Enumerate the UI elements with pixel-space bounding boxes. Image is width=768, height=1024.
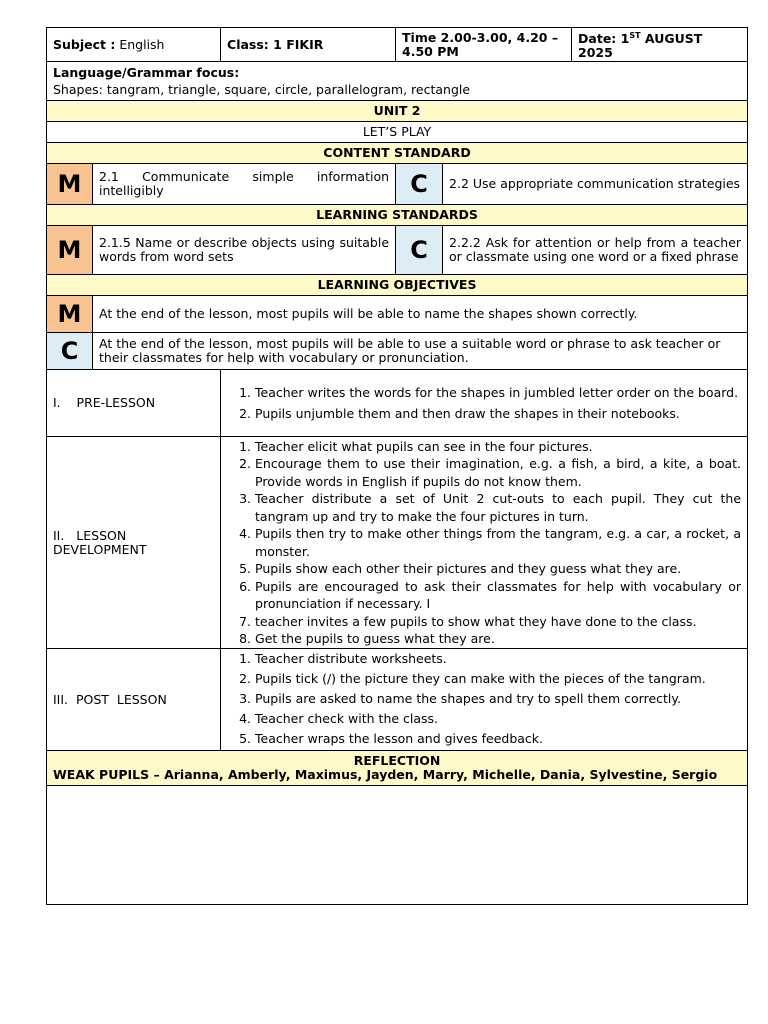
content-standard-row [47, 164, 748, 205]
post-lesson-label: III. POST LESSON [47, 649, 221, 751]
time-cell: Time 2.00-3.00, 4.20 – 4.50 PM [396, 28, 572, 62]
pre-lesson-steps [221, 370, 748, 437]
lesson-development-label: II. LESSON DEVELOPMENT [47, 437, 221, 649]
learning-standards-row [47, 226, 748, 275]
list-item: 3. Pupils are asked to name the shapes and try to spell them correctly. [255, 690, 741, 708]
objective-c-text: At the end of the lesson, most pupils will be able to use a suitable word or phrase to ask teacher or their classmates for help with vocabulary or pronunciation. [93, 333, 748, 370]
subject-value: English [119, 36, 165, 52]
lesson-development-row [47, 437, 748, 649]
content-standard-heading: CONTENT STANDARD [47, 143, 748, 164]
focus-text: Shapes: tangram, triangle, square, circle, parallelogram, rectangle [53, 82, 471, 97]
content-standard-m-badge: M [47, 164, 93, 205]
focus-row [47, 62, 748, 101]
objective-m-badge: M [47, 296, 93, 333]
date-cell: Date: 1ST AUGUST 2025 [572, 28, 748, 62]
list-item: 8. Get the pupils to guess what they are. [255, 630, 741, 648]
header-row [47, 28, 748, 62]
pre-lesson-row [47, 370, 748, 437]
reflection-heading: REFLECTION [353, 753, 441, 768]
class-cell: Class: 1 FIKIR [221, 28, 396, 62]
unit-name: LET’S PLAY [47, 122, 748, 143]
learning-standards-c-text: 2.2.2 Ask for attention or help from a teacher or classmate using one word or a fixed phrase [443, 226, 748, 275]
list-item: 7. teacher invites a few pupils to show what they have done to the class. [255, 613, 741, 631]
pre-lesson-list [227, 384, 741, 422]
pre-lesson-label: I. PRE-LESSON [47, 370, 221, 437]
learning-standards-heading: LEARNING STANDARDS [47, 205, 748, 226]
list-item: 1. Teacher writes the words for the shapes in jumbled letter order on the board. [255, 384, 741, 402]
lesson-plan-table [46, 27, 748, 905]
learning-standards-m-badge: M [47, 226, 93, 275]
learning-objectives-heading: LEARNING OBJECTIVES [47, 275, 748, 296]
objective-m-row [47, 296, 748, 333]
objective-m-text: At the end of the lesson, most pupils will be able to name the shapes shown correctly. [93, 296, 748, 333]
reflection-row [47, 751, 748, 786]
list-item: 5. Pupils show each other their pictures and they guess what they are. [255, 560, 741, 578]
post-lesson-steps [221, 649, 748, 751]
list-item: 4. Teacher check with the class. [255, 710, 741, 728]
content-standard-c-text: 2.2 Use appropriate communication strategies [443, 164, 748, 205]
subject-label: Subject : [53, 36, 116, 52]
content-standard-m-text: 2.1 Communicate simple information intelligibly [93, 164, 396, 205]
list-item: 1. Teacher elicit what pupils can see in the four pictures. [255, 438, 741, 456]
list-item: 2. Pupils unjumble them and then draw the shapes in their notebooks. [255, 405, 741, 423]
objective-c-row [47, 333, 748, 370]
objective-c-badge: C [47, 333, 93, 370]
list-item: 6. Pupils are encouraged to ask their classmates for help with vocabulary or pronunciation if necessary. I [255, 578, 741, 613]
focus-cell [47, 62, 748, 101]
content-standard-c-badge: C [396, 164, 443, 205]
reflection-header [47, 751, 748, 786]
post-lesson-list [227, 650, 741, 748]
post-lesson-row [47, 649, 748, 751]
lesson-plan-sheet [46, 27, 747, 905]
focus-label: Language/Grammar focus: [53, 65, 240, 80]
list-item: 4. Pupils then try to make other things from the tangram, e.g. a car, a rocket, a monster. [255, 525, 741, 560]
weak-pupils-list: WEAK PUPILS – Arianna, Amberly, Maximus, Jayden, Marry, Michelle, Dania, Sylvestine, Sergio [53, 767, 718, 782]
lesson-development-list [227, 438, 741, 648]
list-item: 2. Pupils tick (/) the picture they can make with the pieces of the tangram. [255, 670, 741, 688]
learning-standards-m-text: 2.1.5 Name or describe objects using suitable words from word sets [93, 226, 396, 275]
list-item: 2. Encourage them to use their imagination, e.g. a fish, a bird, a kite, a boat. Provide words in English if pupils do not know them. [255, 455, 741, 490]
list-item: 3. Teacher distribute a set of Unit 2 cut-outs to each pupil. They cut the tangram up and try to make the four pictures in turn. [255, 490, 741, 525]
subject-cell [47, 28, 221, 62]
reflection-notes-area [47, 786, 748, 905]
unit-title: UNIT 2 [47, 101, 748, 122]
lesson-development-steps [221, 437, 748, 649]
learning-standards-c-badge: C [396, 226, 443, 275]
list-item: 5. Teacher wraps the lesson and gives feedback. [255, 730, 741, 748]
list-item: 1. Teacher distribute worksheets. [255, 650, 741, 668]
